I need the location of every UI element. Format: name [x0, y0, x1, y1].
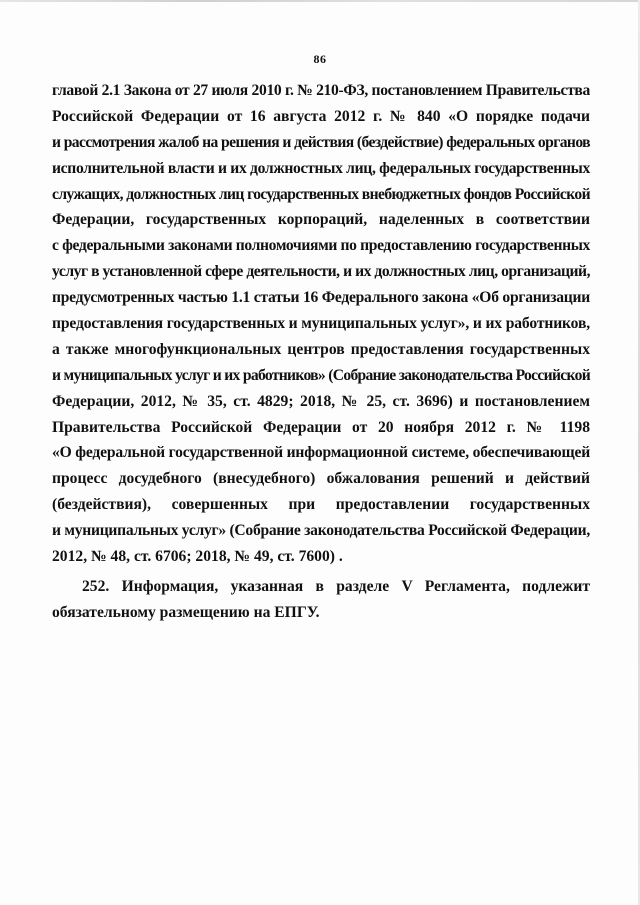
text-line: Правительства Российской Федерации от 20 ноября 2012 г. № 1198 — [52, 418, 590, 436]
text-line: и муниципальных услуг и их работников» (Собрание законодательства Российской — [52, 366, 590, 384]
paragraph-1 — [52, 78, 590, 570]
text-line: предоставления государственных и муниципальных услуг», и их работников, — [52, 315, 590, 333]
text-line: Российской Федерации от 16 августа 2012 г. № 840 «О порядке подачи — [52, 107, 590, 125]
text-line: главой 2.1 Закона от 27 июля 2010 г. № 210-ФЗ, постановлением Правительства — [52, 82, 591, 99]
text-line: (бездействия), совершенных при предоставлении государственных — [52, 496, 590, 514]
text-line: и рассмотрения жалоб на решения и действия (бездействие) федеральных органов — [52, 133, 590, 151]
text-line: а также многофункциональных центров предоставления государственных — [52, 340, 590, 358]
document-body — [52, 78, 590, 626]
scan-edge-top — [0, 0, 640, 2]
text-line: Федерации, 2012, № 35, ст. 4829; 2018, № 25, ст. 3696) и постановлением — [52, 392, 590, 410]
text-line: исполнительной власти и их должностных лиц, федеральных государственных — [52, 159, 590, 177]
page-number: 86 — [313, 52, 327, 66]
text-line: «О федеральной государственной информационной системе, обеспечивающей — [52, 444, 590, 462]
text-line: и муниципальных услуг» (Собрание законодательства Российской Федерации, — [52, 522, 590, 540]
text-line: процесс досудебного (внесудебного) обжалования решений и действий — [52, 470, 590, 488]
text-line: обязательному размещению на ЕПГУ. — [52, 603, 320, 621]
text-line: с федеральными законами полномочиями по предоставлению государственных — [52, 237, 590, 255]
text-line: служащих, должностных лиц государственных внебюджетных фондов Российской — [52, 185, 590, 203]
text-line: Федерации, государственных корпораций, наделенных в соответствии — [52, 211, 590, 229]
text-line: предусмотренных частью 1.1 статьи 16 Федерального закона «Об организации — [52, 289, 590, 307]
text-line: услуг в установленной сфере деятельности, и их должностных лиц, организаций, — [52, 263, 591, 281]
text-line: 2012, № 48, ст. 6706; 2018, № 49, ст. 7600) . — [52, 548, 343, 566]
paragraph-2 — [52, 574, 590, 626]
text-line: 252. Информация, указанная в разделе V Регламента, подлежит — [82, 577, 590, 595]
